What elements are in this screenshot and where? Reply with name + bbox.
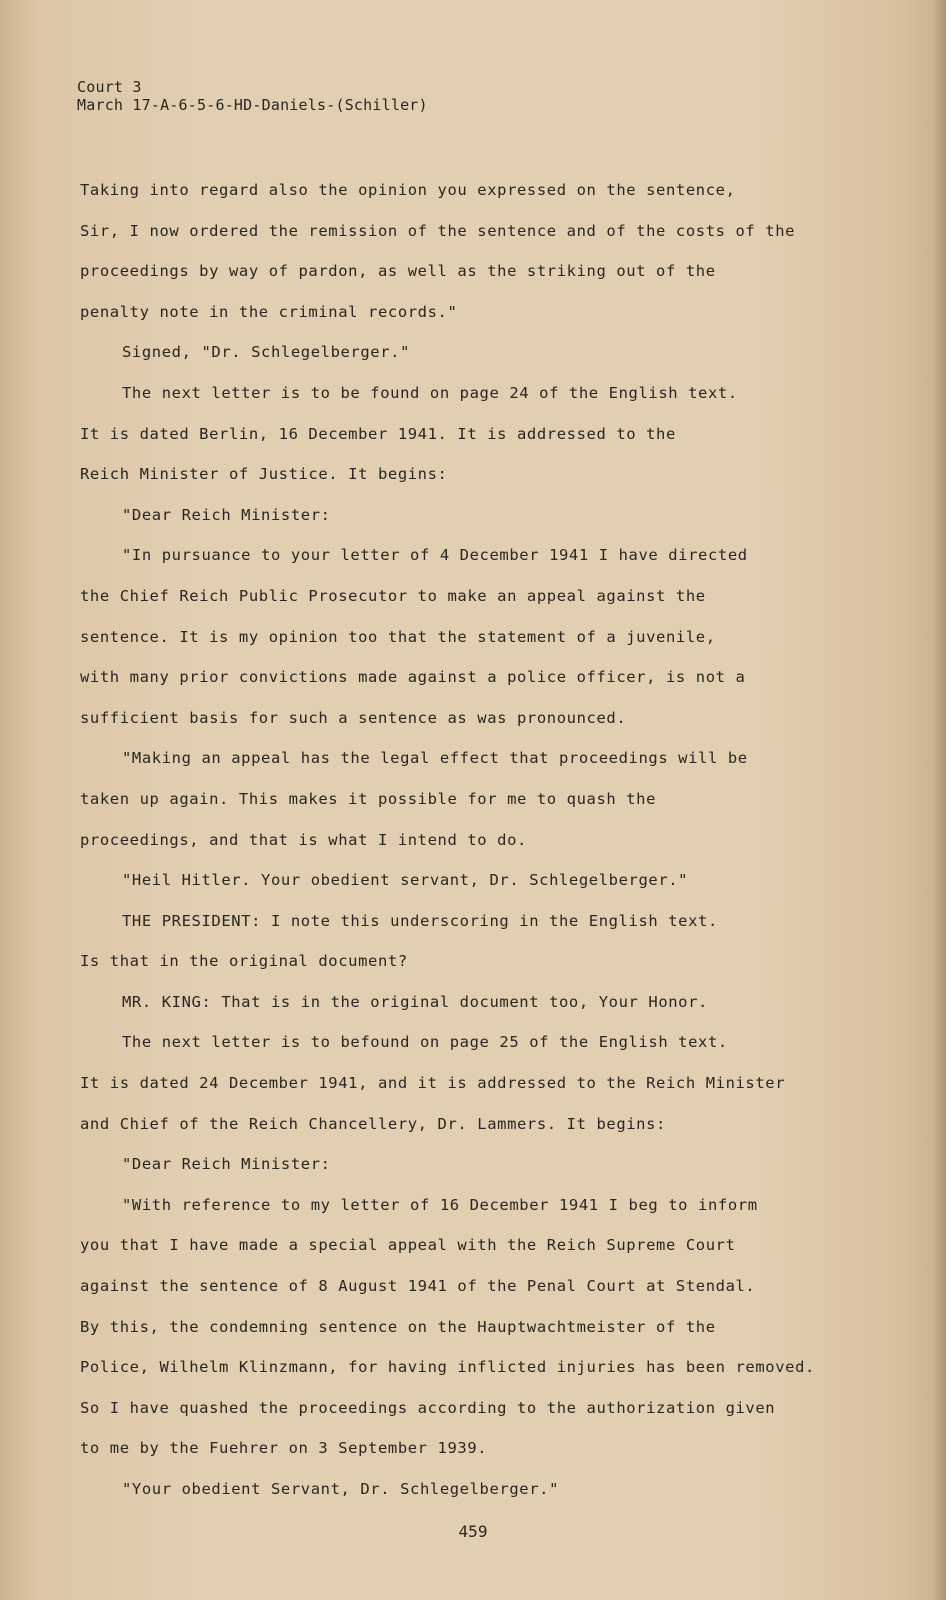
transcript-line: "With reference to my letter of 16 December 1941 I beg to inform — [122, 1195, 758, 1214]
transcript-line: sentence. It is my opinion too that the statement of a juvenile, — [80, 627, 716, 646]
transcript-line: MR. KING: That is in the original document too, Your Honor. — [122, 992, 708, 1011]
transcript-line: THE PRESIDENT: I note this underscoring in the English text. — [122, 911, 718, 930]
transcript-line: "Your obedient Servant, Dr. Schlegelberger." — [122, 1480, 559, 1498]
transcript-line: Police, Wilhelm Klinzmann, for having inflicted injuries has been removed. — [80, 1358, 815, 1377]
transcript-line: The next letter is to befound on page 25 of the English text. — [122, 1033, 728, 1052]
transcript-line: with many prior convictions made against a police officer, is not a — [80, 668, 746, 687]
transcript-line: you that I have made a special appeal with the Reich Supreme Court — [80, 1236, 736, 1255]
transcript-line: "Dear Reich Minister: — [122, 505, 331, 524]
transcript-line: the Chief Reich Public Prosecutor to make an appeal against the — [80, 586, 706, 605]
transcript-line: proceedings, and that is what I intend to do. — [80, 830, 527, 849]
transcript-line: Signed, "Dr. Schlegelberger." — [122, 343, 411, 362]
transcript-line: sufficient basis for such a sentence as was pronounced. — [80, 708, 627, 727]
transcript-line: Reich Minister of Justice. It begins: — [80, 465, 448, 484]
transcript-line: Taking into regard also the opinion you expressed on the sentence, — [80, 181, 736, 199]
transcript-line: taken up again. This makes it possible for me to quash the — [80, 789, 657, 808]
transcript-line: "Dear Reich Minister: — [122, 1155, 331, 1174]
page-number: 459 — [458, 1522, 488, 1541]
transcript-line: and Chief of the Reich Chancellery, Dr. Lammers. It begins: — [80, 1114, 666, 1133]
transcript-line: The next letter is to be found on page 24 of the English text. — [122, 383, 738, 402]
transcript-line: So I have quashed the proceedings according to the authorization given — [80, 1398, 776, 1417]
transcript-line: to me by the Fuehrer on 3 September 1939. — [80, 1439, 488, 1458]
transcript-line: Sir, I now ordered the remission of the sentence and of the costs of the — [80, 221, 796, 240]
transcript-line: "In pursuance to your letter of 4 December 1941 I have directed — [122, 546, 748, 565]
transcript-line: proceedings by way of pardon, as well as the striking out of the — [80, 262, 716, 281]
document-header — [77, 78, 428, 114]
transcript-line: "Heil Hitler. Your obedient servant, Dr. Schlegelberger." — [122, 871, 689, 890]
court-label: Court 3 — [77, 78, 142, 96]
transcript-line: penalty note in the criminal records." — [80, 302, 458, 321]
transcript-line: By this, the condemning sentence on the Hauptwachtmeister of the — [80, 1317, 716, 1336]
transcript-line: It is dated Berlin, 16 December 1941. It is addressed to the — [80, 424, 676, 443]
transcript-body — [80, 170, 880, 1510]
case-reference: March 17-A-6-5-6-HD-Daniels-(Schiller) — [77, 96, 428, 114]
transcript-line: "Making an appeal has the legal effect that proceedings will be — [122, 749, 748, 768]
transcript-line: against the sentence of 8 August 1941 of the Penal Court at Stendal. — [80, 1277, 756, 1296]
transcript-line: It is dated 24 December 1941, and it is addressed to the Reich Minister — [80, 1074, 786, 1093]
page-edge-shadow — [932, 0, 946, 1600]
transcript-line: Is that in the original document? — [80, 952, 408, 971]
